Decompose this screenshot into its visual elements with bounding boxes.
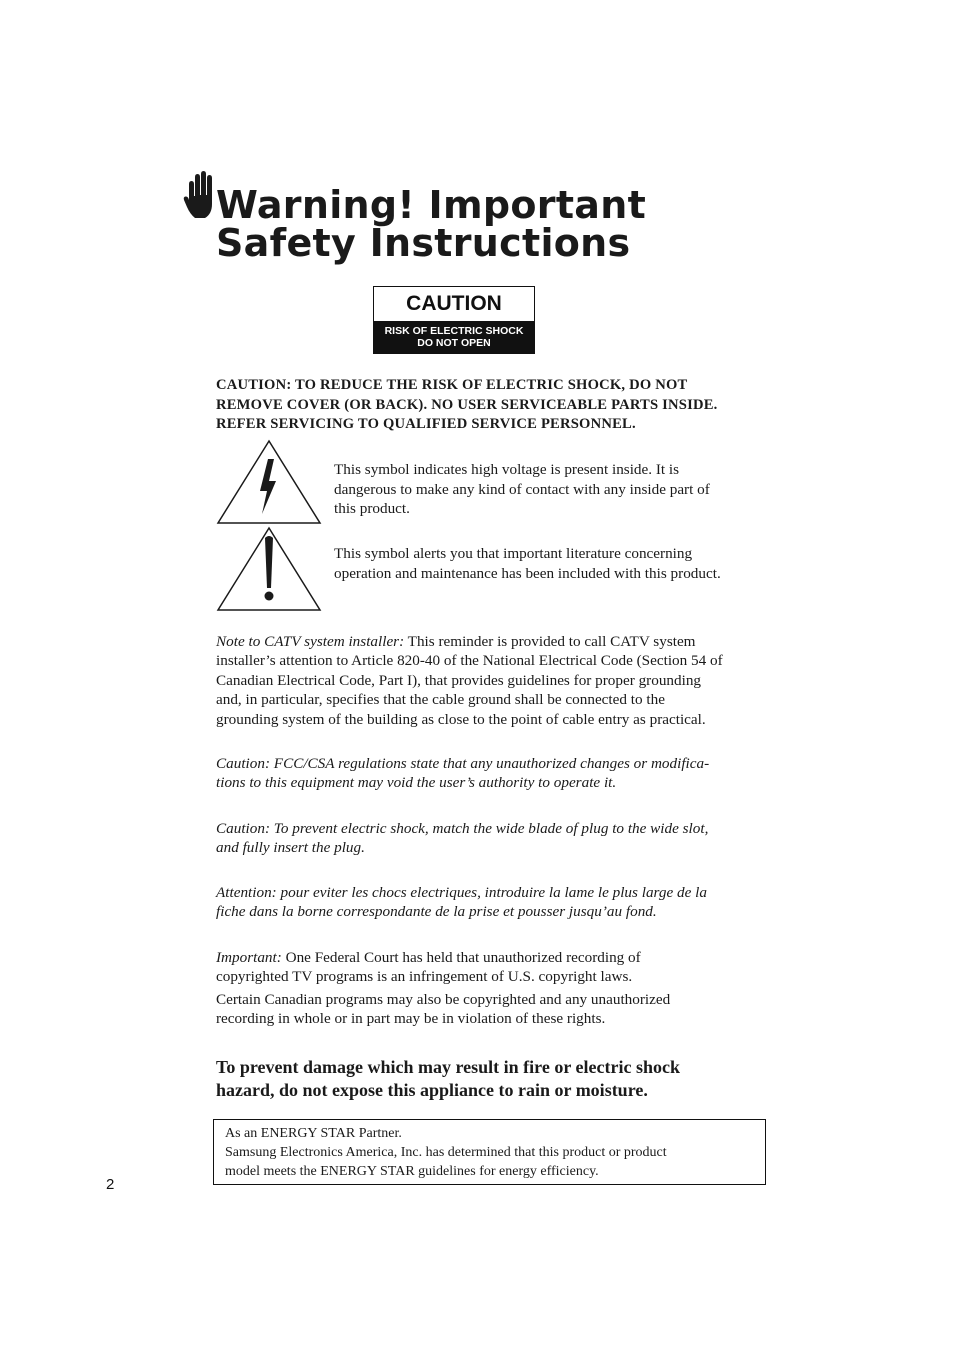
page-number: 2 [106,1176,115,1193]
hand-stop-icon [183,170,217,222]
caution-label-line-1: RISK OF ELECTRIC SHOCK [384,325,524,337]
caution-label-heading: CAUTION [374,287,534,321]
fcc-caution-line: tions to this equipment may void the user’s authority to operate it. [216,774,617,792]
caution-statement-line: CAUTION: TO REDUCE THE RISK OF ELECTRIC SHOCK, DO NOT [216,377,688,393]
energy-star-box [213,1119,766,1185]
plug-caution-line: and fully insert the plug. [216,839,365,857]
exclamation-warning-icon [216,526,322,612]
attention-french-line: fiche dans la borne correspondante de la prise et pousser jusqu’au fond. [216,903,657,921]
catv-note-label: Note to CATV system installer: [216,633,405,650]
caution-label [373,286,535,354]
voltage-symbol-description [334,460,774,519]
energy-star-line: As an ENERGY STAR Partner. [225,1126,402,1141]
catv-note-line: Canadian Electrical Code, Part I), that provides guidelines for proper grounding [216,671,702,689]
voltage-description-line: this product. [334,500,410,517]
literature-symbol-description [334,544,774,583]
fcc-caution-line: Caution: FCC/CSA regulations state that any unauthorized changes or modifica- [216,755,710,772]
plug-caution [216,819,776,858]
important-copyright-note [216,948,776,987]
caution-label-line-2: DO NOT OPEN [417,337,491,349]
caution-statement-line: REMOVE COVER (OR BACK). NO USER SERVICEABLE PARTS INSIDE. [216,396,718,413]
attention-french-line: Attention: pour eviter les chocs electriques, introduire la lame le plus large de la [216,884,707,901]
literature-description-line: operation and maintenance has been included with this product. [334,564,721,582]
caution-statement-line: REFER SERVICING TO QUALIFIED SERVICE PERSONNEL. [216,416,636,432]
voltage-description-line: This symbol indicates high voltage is present inside. It is [334,461,680,478]
caution-label-subtext [374,321,534,353]
important-label: Important: [216,949,282,966]
caution-statement [216,376,776,435]
canadian-note-line: recording in whole or in part may be in violation of these rights. [216,1010,606,1028]
catv-note [216,632,776,729]
catv-note-line: grounding system of the building as close to the point of cable entry as practical. [216,710,706,728]
lightning-warning-icon [216,439,322,525]
page-title [216,183,647,265]
fcc-caution [216,754,776,793]
attention-french [216,883,776,922]
fire-warning-line: To prevent damage which may result in fire or electric shock [216,1057,680,1077]
important-line: copyrighted TV programs is an infringement of U.S. copyright laws. [216,968,633,986]
title-line-2: Safety Instructions [216,221,631,265]
energy-star-line: Samsung Electronics America, Inc. has determined that this product or product [225,1145,667,1160]
fire-shock-warning [216,1056,776,1101]
catv-note-line: and, in particular, specifies that the cable ground shall be connected to the [216,691,665,709]
important-text: One Federal Court has held that unauthorized recording of [281,949,641,966]
important-line [216,948,776,967]
fire-warning-line: hazard, do not expose this appliance to rain or moisture. [216,1079,648,1100]
catv-note-line [216,632,776,651]
literature-description-line: This symbol alerts you that important literature concerning [334,545,693,562]
canadian-note-line: Certain Canadian programs may also be copyrighted and any unauthorized [216,991,671,1008]
voltage-description-line: dangerous to make any kind of contact with any inside part of [334,480,710,498]
catv-note-line: installer’s attention to Article 820-40 of the National Electrical Code (Section 54 of [216,652,723,670]
energy-star-line: model meets the ENERGY STAR guidelines for energy efficiency. [225,1164,599,1179]
canadian-copyright-note [216,990,776,1029]
plug-caution-line: Caution: To prevent electric shock, match the wide blade of plug to the wide slot, [216,820,709,837]
title-line-1: Warning! Important [216,183,647,227]
catv-note-text: This reminder is provided to call CATV system [404,633,696,650]
